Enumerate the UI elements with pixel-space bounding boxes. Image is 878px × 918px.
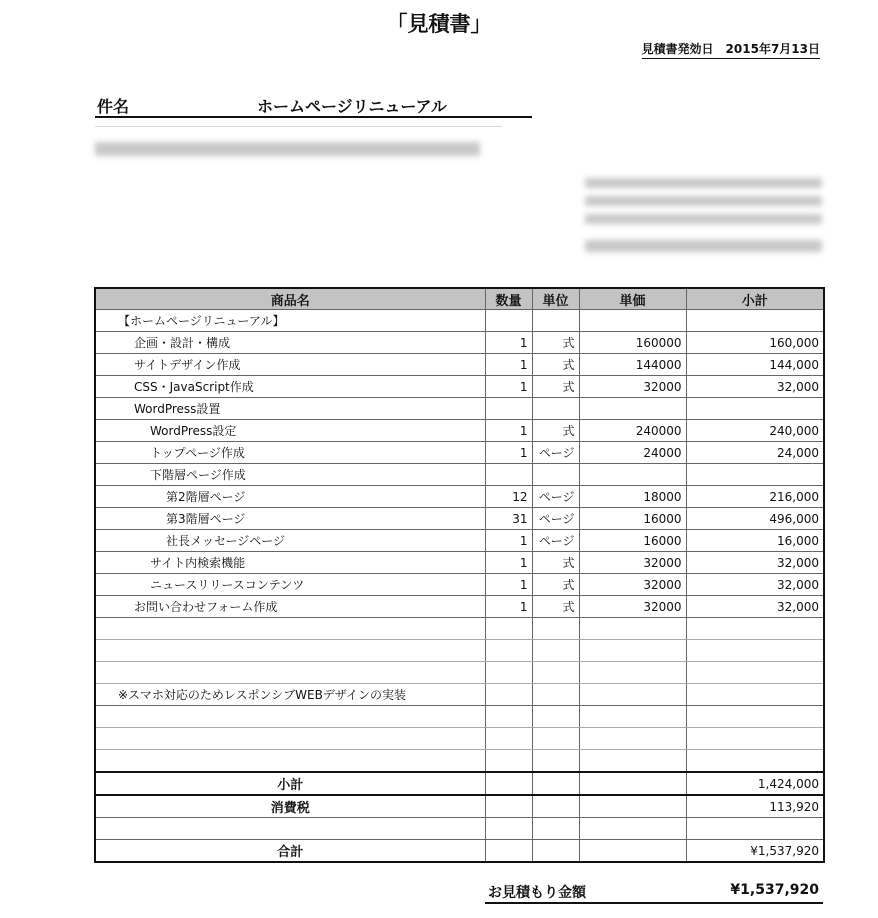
unit-cell: 式: [532, 552, 579, 574]
header-quantity: 数量: [485, 288, 532, 310]
quantity-cell: 1: [485, 420, 532, 442]
table-row: [95, 398, 824, 420]
grand-total: [485, 880, 823, 904]
header-subtotal: 小計: [686, 288, 824, 310]
subtotal-cell: [686, 640, 824, 662]
subtotal-cell: [686, 310, 824, 332]
subtotal-cell: 160,000: [686, 332, 824, 354]
quantity-cell: 1: [485, 354, 532, 376]
header-unit-price: 単価: [579, 288, 686, 310]
unit-cell: [532, 706, 579, 728]
unit-cell: 式: [532, 354, 579, 376]
quantity-cell: [485, 728, 532, 750]
unit-cell: [532, 618, 579, 640]
summary-empty-cell: [532, 840, 579, 863]
summary-label: 合計: [95, 840, 485, 863]
unit-price-cell: 32000: [579, 376, 686, 398]
subtotal-cell: 32,000: [686, 376, 824, 398]
table-row: [95, 574, 824, 596]
quantity-cell: 1: [485, 376, 532, 398]
quantity-cell: 31: [485, 508, 532, 530]
table-header-row: [95, 288, 824, 310]
table-row: [95, 332, 824, 354]
quantity-cell: [485, 640, 532, 662]
unit-price-cell: [579, 684, 686, 706]
summary-value: 1,424,000: [686, 772, 824, 795]
item-name-cell: サイトデザイン作成: [95, 354, 485, 376]
summary-empty-cell: [532, 795, 579, 818]
summary-row: [95, 818, 824, 840]
summary-value: 113,920: [686, 795, 824, 818]
unit-price-cell: 16000: [579, 508, 686, 530]
subtotal-cell: [686, 728, 824, 750]
table-row: [95, 728, 824, 750]
item-name-cell: [95, 728, 485, 750]
unit-price-cell: [579, 662, 686, 684]
unit-cell: 式: [532, 332, 579, 354]
unit-price-cell: 24000: [579, 442, 686, 464]
unit-price-cell: 32000: [579, 596, 686, 618]
summary-empty-cell: [532, 818, 579, 840]
subtotal-cell: [686, 706, 824, 728]
summary-label: [95, 818, 485, 840]
item-name-cell: ※スマホ対応のためレスポンシブWEBデザインの実装: [95, 684, 485, 706]
item-name-cell: 【ホームページリニューアル】: [95, 310, 485, 332]
table-row: [95, 640, 824, 662]
item-name-cell: 下階層ページ作成: [95, 464, 485, 486]
quantity-cell: [485, 706, 532, 728]
table-row: [95, 420, 824, 442]
unit-price-cell: [579, 310, 686, 332]
unit-price-cell: 18000: [579, 486, 686, 508]
unit-price-cell: [579, 706, 686, 728]
subtotal-cell: [686, 684, 824, 706]
item-name-cell: サイト内検索機能: [95, 552, 485, 574]
subtotal-cell: [686, 662, 824, 684]
table-row: [95, 662, 824, 684]
summary-row: [95, 795, 824, 818]
subtotal-cell: 144,000: [686, 354, 824, 376]
quantity-cell: 1: [485, 574, 532, 596]
item-name-cell: [95, 640, 485, 662]
table-row: [95, 508, 824, 530]
subtotal-cell: 24,000: [686, 442, 824, 464]
summary-empty-cell: [579, 818, 686, 840]
item-name-cell: [95, 706, 485, 728]
table-row: [95, 354, 824, 376]
unit-price-cell: [579, 750, 686, 773]
item-name-cell: WordPress設置: [95, 398, 485, 420]
table-row: [95, 464, 824, 486]
quantity-cell: 1: [485, 552, 532, 574]
unit-cell: [532, 750, 579, 773]
table-row: [95, 310, 824, 332]
quantity-cell: 1: [485, 596, 532, 618]
summary-empty-cell: [579, 772, 686, 795]
subtotal-cell: [686, 750, 824, 773]
subject-value: ホームページリニューアル: [257, 97, 447, 116]
item-name-cell: [95, 750, 485, 773]
summary-empty-cell: [485, 818, 532, 840]
subtotal-cell: [686, 464, 824, 486]
unit-cell: [532, 684, 579, 706]
unit-cell: [532, 640, 579, 662]
unit-price-cell: 160000: [579, 332, 686, 354]
table-row: [95, 376, 824, 398]
unit-cell: ページ: [532, 508, 579, 530]
unit-price-cell: 32000: [579, 552, 686, 574]
table-row: [95, 596, 824, 618]
header-item-name: 商品名: [95, 288, 485, 310]
table-row: [95, 750, 824, 773]
unit-cell: ページ: [532, 530, 579, 552]
item-name-cell: WordPress設定: [95, 420, 485, 442]
subtotal-cell: 32,000: [686, 552, 824, 574]
table-row: [95, 530, 824, 552]
item-name-cell: 第2階層ページ: [95, 486, 485, 508]
item-name-cell: 企画・設計・構成: [95, 332, 485, 354]
item-name-cell: ニュースリリースコンテンツ: [95, 574, 485, 596]
quantity-cell: [485, 662, 532, 684]
summary-empty-cell: [485, 772, 532, 795]
table-row: [95, 618, 824, 640]
divider: [95, 126, 502, 127]
grand-total-label: お見積もり金額: [488, 885, 586, 901]
summary-empty-cell: [532, 772, 579, 795]
unit-price-cell: [579, 728, 686, 750]
quantity-cell: [485, 684, 532, 706]
item-name-cell: [95, 662, 485, 684]
estimate-table: [94, 287, 825, 863]
summary-label: 小計: [95, 772, 485, 795]
subtotal-cell: 240,000: [686, 420, 824, 442]
table-row: [95, 552, 824, 574]
table-row: [95, 486, 824, 508]
subtotal-cell: 16,000: [686, 530, 824, 552]
quantity-cell: 12: [485, 486, 532, 508]
subject-label: 件名: [97, 97, 130, 116]
subtotal-cell: 32,000: [686, 596, 824, 618]
table-row: [95, 684, 824, 706]
quantity-cell: 1: [485, 332, 532, 354]
item-name-cell: 社長メッセージページ: [95, 530, 485, 552]
summary-empty-cell: [485, 795, 532, 818]
item-name-cell: お問い合わせフォーム作成: [95, 596, 485, 618]
summary-value: [686, 818, 824, 840]
document-title: 「見積書」: [386, 12, 492, 36]
unit-price-cell: [579, 640, 686, 662]
summary-value: ¥1,537,920: [686, 840, 824, 863]
subtotal-cell: 216,000: [686, 486, 824, 508]
issue-date: 見積書発効日 2015年7月13日: [642, 40, 820, 59]
redacted-issuer-line-4: [585, 240, 822, 252]
subject-line: [95, 92, 532, 118]
item-name-cell: CSS・JavaScript作成: [95, 376, 485, 398]
unit-price-cell: [579, 398, 686, 420]
unit-price-cell: 144000: [579, 354, 686, 376]
unit-cell: 式: [532, 574, 579, 596]
unit-price-cell: 240000: [579, 420, 686, 442]
summary-row: [95, 772, 824, 795]
quantity-cell: [485, 750, 532, 773]
unit-cell: 式: [532, 376, 579, 398]
subtotal-cell: [686, 618, 824, 640]
unit-price-cell: [579, 464, 686, 486]
subtotal-cell: 32,000: [686, 574, 824, 596]
grand-total-value: ¥1,537,920: [730, 882, 819, 898]
item-name-cell: [95, 618, 485, 640]
summary-row: [95, 840, 824, 863]
summary-empty-cell: [485, 840, 532, 863]
unit-price-cell: [579, 618, 686, 640]
item-name-cell: トップページ作成: [95, 442, 485, 464]
unit-cell: 式: [532, 420, 579, 442]
header-unit: 単位: [532, 288, 579, 310]
unit-cell: ページ: [532, 486, 579, 508]
subtotal-cell: [686, 398, 824, 420]
unit-cell: [532, 398, 579, 420]
quantity-cell: [485, 310, 532, 332]
unit-price-cell: 16000: [579, 530, 686, 552]
unit-cell: ページ: [532, 442, 579, 464]
summary-empty-cell: [579, 795, 686, 818]
unit-price-cell: 32000: [579, 574, 686, 596]
redacted-issuer-line-1: [585, 178, 822, 188]
unit-cell: 式: [532, 596, 579, 618]
unit-cell: [532, 464, 579, 486]
summary-empty-cell: [579, 840, 686, 863]
quantity-cell: 1: [485, 530, 532, 552]
table-row: [95, 706, 824, 728]
quantity-cell: [485, 398, 532, 420]
quantity-cell: [485, 464, 532, 486]
redacted-issuer-line-3: [585, 214, 822, 224]
unit-cell: [532, 310, 579, 332]
unit-cell: [532, 662, 579, 684]
redacted-recipient: [95, 142, 480, 156]
subtotal-cell: 496,000: [686, 508, 824, 530]
table-row: [95, 442, 824, 464]
redacted-issuer-line-2: [585, 196, 822, 206]
item-name-cell: 第3階層ページ: [95, 508, 485, 530]
quantity-cell: [485, 618, 532, 640]
unit-cell: [532, 728, 579, 750]
quantity-cell: 1: [485, 442, 532, 464]
summary-label: 消費税: [95, 795, 485, 818]
